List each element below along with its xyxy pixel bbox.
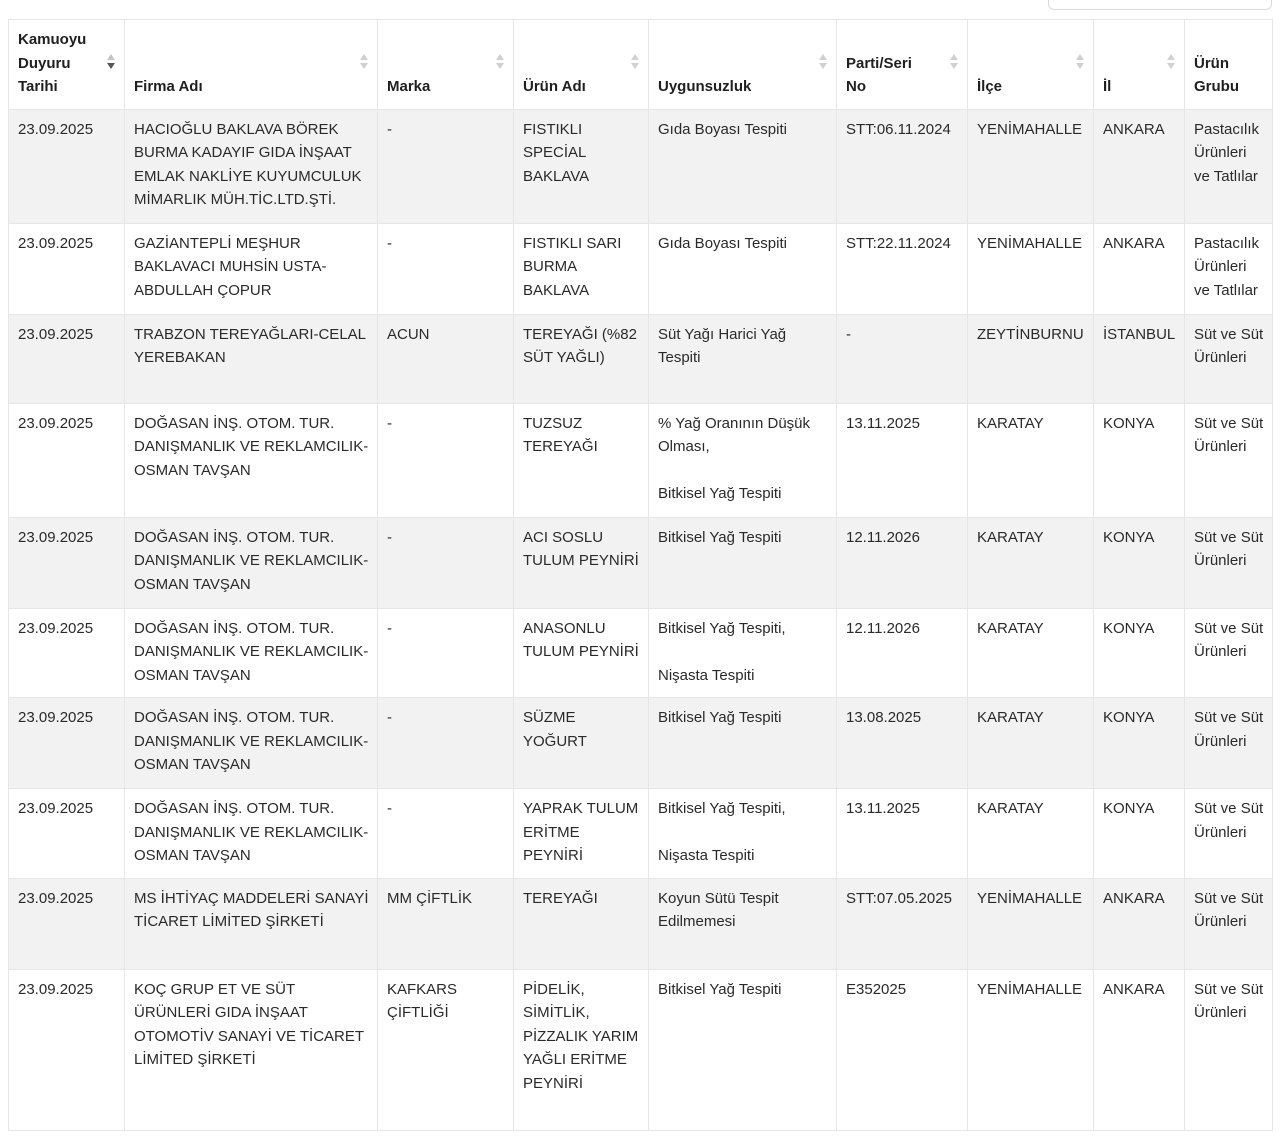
cell-brand: - — [378, 789, 514, 879]
cell-product: PİDELİK, SİMİTLİK, PİZZALIK YARIM YAĞLI ERİTME PEYNİRİ — [514, 969, 649, 1130]
column-header-nonconformity[interactable] — [649, 20, 837, 110]
table-row — [9, 698, 1273, 789]
column-header-date[interactable] — [9, 20, 125, 110]
cell-date: 23.09.2025 — [9, 223, 125, 314]
column-header-batch[interactable] — [837, 20, 968, 110]
cell-product: TUZSUZ TEREYAĞI — [514, 403, 649, 517]
cell-nonconformity: Bitkisel Yağ Tespiti, Nişasta Tespiti — [649, 608, 837, 698]
cell-district: YENİMAHALLE — [968, 969, 1094, 1130]
cell-province: İSTANBUL — [1094, 314, 1185, 403]
cell-product-group: Süt ve Süt Ürünleri — [1185, 608, 1273, 698]
cell-brand: - — [378, 698, 514, 789]
cell-brand: MM ÇİFTLİK — [378, 878, 514, 969]
cell-nonconformity: Bitkisel Yağ Tespiti — [649, 969, 837, 1130]
cell-product: FISTIKLI SPECİAL BAKLAVA — [514, 109, 649, 223]
cell-province: ANKARA — [1094, 878, 1185, 969]
cell-company: DOĞASAN İNŞ. OTOM. TUR. DANIŞMANLIK VE REKLAMCILIK-OSMAN TAVŞAN — [125, 698, 378, 789]
sort-icon[interactable] — [1076, 54, 1084, 72]
cell-date: 23.09.2025 — [9, 608, 125, 698]
cell-district: ZEYTİNBURNU — [968, 314, 1094, 403]
cell-product-group: Süt ve Süt Ürünleri — [1185, 878, 1273, 969]
header-label: Marka — [387, 78, 431, 95]
table-row — [9, 608, 1273, 698]
header-row — [9, 20, 1273, 110]
sort-icon[interactable] — [950, 54, 958, 72]
cell-date: 23.09.2025 — [9, 109, 125, 223]
column-header-brand[interactable] — [378, 20, 514, 110]
cell-product-group: Pastacılık Ürünleri ve Tatlılar — [1185, 109, 1273, 223]
column-header-district[interactable] — [968, 20, 1094, 110]
cell-nonconformity: Gıda Boyası Tespiti — [649, 223, 837, 314]
cell-date: 23.09.2025 — [9, 878, 125, 969]
cell-company: HACIOĞLU BAKLAVA BÖREK BURMA KADAYIF GIDA İNŞAAT EMLAK NAKLİYE KUYUMCULUK MİMARLIK MÜH.TİC.LTD.ŞTİ. — [125, 109, 378, 223]
cell-date: 23.09.2025 — [9, 517, 125, 608]
column-header-product[interactable] — [514, 20, 649, 110]
cell-brand: - — [378, 517, 514, 608]
sort-icon[interactable] — [819, 54, 827, 72]
table-row — [9, 223, 1273, 314]
table-row — [9, 878, 1273, 969]
cell-product: ANASONLU TULUM PEYNİRİ — [514, 608, 649, 698]
cell-product-group: Süt ve Süt Ürünleri — [1185, 969, 1273, 1130]
cell-district: KARATAY — [968, 608, 1094, 698]
cell-company: TRABZON TEREYAĞLARI-CELAL YEREBAKAN — [125, 314, 378, 403]
cell-batch: 13.08.2025 — [837, 698, 968, 789]
cell-batch: 12.11.2026 — [837, 608, 968, 698]
cell-province: KONYA — [1094, 403, 1185, 517]
cell-batch: 13.11.2025 — [837, 789, 968, 879]
cell-province: ANKARA — [1094, 109, 1185, 223]
header-label: Kamuoyu Duyuru Tarihi — [18, 31, 87, 95]
cell-product: TEREYAĞI — [514, 878, 649, 969]
cell-nonconformity: Süt Yağı Harici Yağ Tespiti — [649, 314, 837, 403]
table-row — [9, 403, 1273, 517]
header-label: Ürün Adı — [523, 78, 586, 95]
cell-province: KONYA — [1094, 517, 1185, 608]
cell-product-group: Süt ve Süt Ürünleri — [1185, 517, 1273, 608]
cell-nonconformity: % Yağ Oranının Düşük Olması, Bitkisel Yağ Tespiti — [649, 403, 837, 517]
sort-desc-icon[interactable] — [107, 54, 115, 72]
cell-batch: E352025 — [837, 969, 968, 1130]
cell-product-group: Süt ve Süt Ürünleri — [1185, 314, 1273, 403]
cell-province: ANKARA — [1094, 969, 1185, 1130]
table-row — [9, 314, 1273, 403]
sort-icon[interactable] — [631, 54, 639, 72]
header-label: İl — [1103, 78, 1112, 95]
sort-icon[interactable] — [360, 54, 368, 72]
cell-batch: STT:22.11.2024 — [837, 223, 968, 314]
cell-brand: KAFKARS ÇİFTLİĞİ — [378, 969, 514, 1130]
cell-product: YAPRAK TULUM ERİTME PEYNİRİ — [514, 789, 649, 879]
cell-batch: - — [837, 314, 968, 403]
cell-province: KONYA — [1094, 789, 1185, 879]
cell-company: DOĞASAN İNŞ. OTOM. TUR. DANIŞMANLIK VE REKLAMCILIK-OSMAN TAVŞAN — [125, 517, 378, 608]
cell-date: 23.09.2025 — [9, 403, 125, 517]
sort-icon[interactable] — [1167, 54, 1175, 72]
cell-district: KARATAY — [968, 789, 1094, 879]
cell-batch: STT:07.05.2025 — [837, 878, 968, 969]
cell-company: MS İHTİYAÇ MADDELERİ SANAYİ TİCARET LİMİTED ŞİRKETİ — [125, 878, 378, 969]
cell-company: GAZİANTEPLİ MEŞHUR BAKLAVACI MUHSİN USTA-ABDULLAH ÇOPUR — [125, 223, 378, 314]
cell-nonconformity: Gıda Boyası Tespiti — [649, 109, 837, 223]
cell-product: SÜZME YOĞURT — [514, 698, 649, 789]
cell-district: KARATAY — [968, 517, 1094, 608]
cell-product-group: Pastacılık Ürünleri ve Tatlılar — [1185, 223, 1273, 314]
cell-date: 23.09.2025 — [9, 969, 125, 1130]
header-label: Firma Adı — [134, 78, 203, 95]
column-header-company[interactable] — [125, 20, 378, 110]
cell-product-group: Süt ve Süt Ürünleri — [1185, 698, 1273, 789]
cell-brand: ACUN — [378, 314, 514, 403]
header-label: Ürün Grubu — [1194, 54, 1239, 95]
table-row — [9, 789, 1273, 879]
cell-district: YENİMAHALLE — [968, 878, 1094, 969]
cell-brand: - — [378, 403, 514, 517]
cell-province: KONYA — [1094, 608, 1185, 698]
cell-company: KOÇ GRUP ET VE SÜT ÜRÜNLERİ GIDA İNŞAAT OTOMOTİV SANAYİ VE TİCARET LİMİTED ŞİRKETİ — [125, 969, 378, 1130]
cell-product: TEREYAĞI (%82 SÜT YAĞLI) — [514, 314, 649, 403]
cell-batch: 13.11.2025 — [837, 403, 968, 517]
cell-date: 23.09.2025 — [9, 314, 125, 403]
cell-company: DOĞASAN İNŞ. OTOM. TUR. DANIŞMANLIK VE REKLAMCILIK-OSMAN TAVŞAN — [125, 789, 378, 879]
cell-nonconformity: Bitkisel Yağ Tespiti — [649, 698, 837, 789]
cell-nonconformity: Bitkisel Yağ Tespiti, Nişasta Tespiti — [649, 789, 837, 879]
cell-batch: 12.11.2026 — [837, 517, 968, 608]
column-header-province[interactable] — [1094, 20, 1185, 110]
cell-product: ACI SOSLU TULUM PEYNİRİ — [514, 517, 649, 608]
cell-brand: - — [378, 109, 514, 223]
cell-date: 23.09.2025 — [9, 789, 125, 879]
cell-product-group: Süt ve Süt Ürünleri — [1185, 789, 1273, 879]
cell-nonconformity: Bitkisel Yağ Tespiti — [649, 517, 837, 608]
table-row — [9, 969, 1273, 1130]
table-row — [9, 109, 1273, 223]
cell-province: KONYA — [1094, 698, 1185, 789]
cell-brand: - — [378, 608, 514, 698]
cell-district: YENİMAHALLE — [968, 223, 1094, 314]
cell-product-group: Süt ve Süt Ürünleri — [1185, 403, 1273, 517]
header-label: Parti/Seri No — [846, 54, 912, 95]
sort-icon[interactable] — [496, 54, 504, 72]
cell-district: YENİMAHALLE — [968, 109, 1094, 223]
cell-brand: - — [378, 223, 514, 314]
column-header-product-group[interactable] — [1185, 20, 1273, 110]
cell-nonconformity: Koyun Sütü Tespit Edilmemesi — [649, 878, 837, 969]
cell-product: FISTIKLI SARI BURMA BAKLAVA — [514, 223, 649, 314]
table-row — [9, 517, 1273, 608]
cell-date: 23.09.2025 — [9, 698, 125, 789]
cell-district: KARATAY — [968, 403, 1094, 517]
cell-batch: STT:06.11.2024 — [837, 109, 968, 223]
search-input[interactable] — [1048, 0, 1272, 10]
header-label: İlçe — [977, 78, 1003, 95]
data-table — [8, 19, 1273, 1131]
cell-province: ANKARA — [1094, 223, 1185, 314]
cell-company: DOĞASAN İNŞ. OTOM. TUR. DANIŞMANLIK VE REKLAMCILIK-OSMAN TAVŞAN — [125, 608, 378, 698]
header-label: Uygunsuzluk — [658, 78, 752, 95]
cell-district: KARATAY — [968, 698, 1094, 789]
cell-company: DOĞASAN İNŞ. OTOM. TUR. DANIŞMANLIK VE REKLAMCILIK-OSMAN TAVŞAN — [125, 403, 378, 517]
